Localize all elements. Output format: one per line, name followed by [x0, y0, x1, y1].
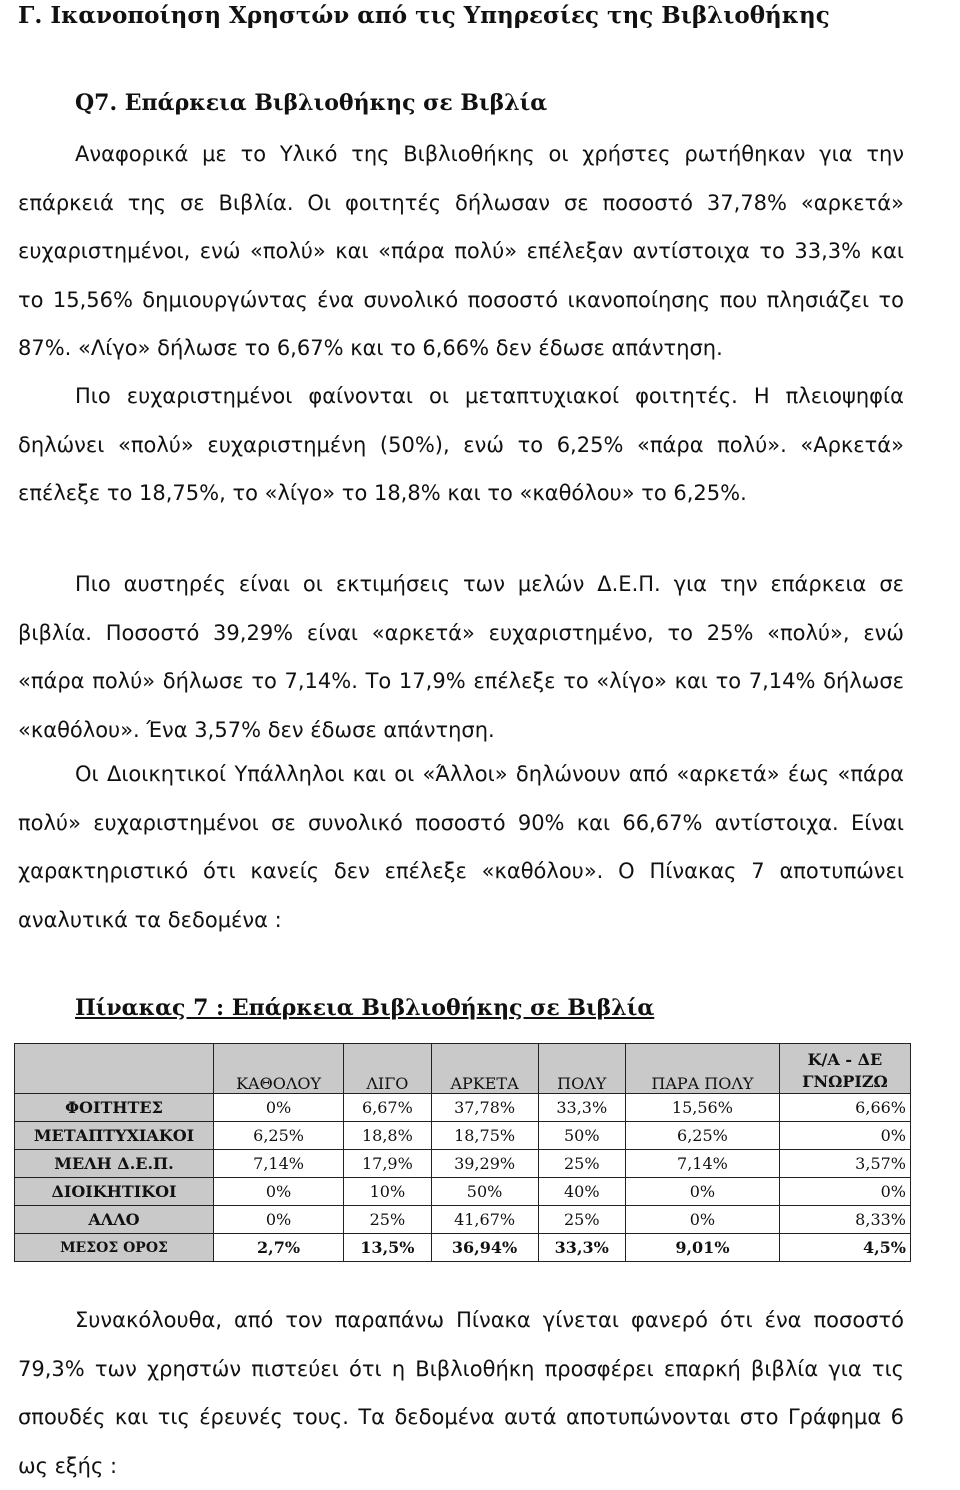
data-table: [14, 1043, 911, 1262]
row-label: ΜΕΤΑΠΤΥΧΙΑΚΟΙ: [15, 1122, 214, 1150]
column-header: ΛΙΓΟ: [344, 1044, 431, 1094]
column-header: ΚΑΘΟΛΟΥ: [214, 1044, 344, 1094]
paragraph-faculty: [18, 560, 904, 754]
table-cell: 15,56%: [626, 1094, 780, 1122]
table-cell: 7,14%: [626, 1150, 780, 1178]
column-header: ΑΡΚΕΤΑ: [431, 1044, 538, 1094]
table-cell: 36,94%: [431, 1234, 538, 1262]
table-cell: 8,33%: [779, 1206, 910, 1234]
paragraph-text: Αναφορικά με το Υλικό της Βιβλιοθήκης οι χρήστες ρωτήθηκαν για την επάρκειά της σε Βιβλία. Οι φοιτητές δήλωσαν σε ποσοστό 37,78% «αρκετά» ευχαριστημένοι, ενώ «πολύ» και «πάρα πολύ» επέλεξαν αντίστοιχα το 33,3% και το 15,56% δημιουργώντας ένα συνολικό ποσοστό ικανοποίησης που πλησιάζει το 87%. «Λίγο» δήλωσε το 6,67% και το 6,66% δεν έδωσε απάντηση.: [18, 142, 904, 360]
table-row: [15, 1122, 911, 1150]
row-label: ΔΙΟΙΚΗΤΙΚΟΙ: [15, 1178, 214, 1206]
column-header-line: Κ/Α - ΔΕ: [807, 1050, 883, 1069]
table-row: [15, 1206, 911, 1234]
table-title: Πίνακας 7 : Επάρκεια Βιβλιοθήκης σε Βιβλία: [75, 995, 655, 1021]
table-cell: 6,25%: [626, 1122, 780, 1150]
table-cell: 50%: [431, 1178, 538, 1206]
table-row: [15, 1178, 911, 1206]
table-cell: 40%: [538, 1178, 625, 1206]
paragraph-text: Οι Διοικητικοί Υπάλληλοι και οι «Άλλοι» δηλώνουν από «αρκετά» έως «πάρα πολύ» ευχαριστημένοι σε συνολικό ποσοστό 90% και 66,67% αντίστοιχα. Είναι χαρακτηριστικό ότι κανείς δεν επέλεξε «καθόλου». Ο Πίνακας 7 αποτυπώνει αναλυτικά τα δεδομένα :: [18, 762, 904, 932]
table-row: [15, 1150, 911, 1178]
section-heading: Γ. Ικανοποίηση Χρηστών από τις Υπηρεσίες της Βιβλιοθήκης: [18, 2, 830, 29]
table-cell: 39,29%: [431, 1150, 538, 1178]
table-cell: 41,67%: [431, 1206, 538, 1234]
table-cell: 17,9%: [344, 1150, 431, 1178]
table-cell: 6,66%: [779, 1094, 910, 1122]
paragraph-students: [18, 130, 904, 373]
row-label: ΦΟΙΤΗΤΕΣ: [15, 1094, 214, 1122]
table-corner-cell: [15, 1044, 214, 1094]
paragraph-postgraduates: [18, 372, 904, 518]
table-header-row: [15, 1044, 911, 1094]
table-cell: 0%: [214, 1206, 344, 1234]
table-cell: 10%: [344, 1178, 431, 1206]
table-cell: 2,7%: [214, 1234, 344, 1262]
table-cell: 33,3%: [538, 1234, 625, 1262]
table-cell: 0%: [214, 1094, 344, 1122]
question-title: Q7. Επάρκεια Βιβλιοθήκης σε Βιβλία: [75, 90, 548, 116]
table-cell: 3,57%: [779, 1150, 910, 1178]
table-cell: 37,78%: [431, 1094, 538, 1122]
row-label: ΑΛΛΟ: [15, 1206, 214, 1234]
column-header: ΠΑΡΑ ΠΟΛΥ: [626, 1044, 780, 1094]
table-cell: 25%: [344, 1206, 431, 1234]
table-cell: 0%: [626, 1206, 780, 1234]
table-cell: 33,3%: [538, 1094, 625, 1122]
paragraph-text: Συνακόλουθα, από τον παραπάνω Πίνακα γίνεται φανερό ότι ένα ποσοστό 79,3% των χρηστών πιστεύει ότι η Βιβλιοθήκη προσφέρει επαρκή βιβλία για τις σπουδές και τις έρευνές τους. Τα δεδομένα αυτά αποτυπώνονται στο Γράφημα 6 ως εξής :: [18, 1308, 904, 1478]
paragraph-administrative: [18, 750, 904, 944]
table-cell: 18,8%: [344, 1122, 431, 1150]
paragraph-text: Πιο αυστηρές είναι οι εκτιμήσεις των μελών Δ.Ε.Π. για την επάρκεια σε βιβλία. Ποσοστό 39,29% είναι «αρκετά» ευχαριστημένο, το 25% «πολύ», ενώ «πάρα πολύ» δήλωσε το 7,14%. Το 17,9% επέλεξε το «λίγο» και το 7,14% δήλωσε «καθόλου». Ένα 3,57% δεν έδωσε απάντηση.: [18, 572, 904, 742]
table-cell: 25%: [538, 1150, 625, 1178]
paragraph-conclusion: [18, 1296, 904, 1490]
column-header: ΠΟΛΥ: [538, 1044, 625, 1094]
paragraph-text: Πιο ευχαριστημένοι φαίνονται οι μεταπτυχιακοί φοιτητές. Η πλειοψηφία δηλώνει «πολύ» ευχαριστημένη (50%), ενώ το 6,25% «πάρα πολύ». «Αρκετά» επέλεξε το 18,75%, το «λίγο» το 18,8% και το «καθόλου» το 6,25%.: [18, 384, 904, 505]
column-header-no-answer: [779, 1044, 910, 1094]
table-cell: 50%: [538, 1122, 625, 1150]
row-label: ΜΕΛΗ Δ.Ε.Π.: [15, 1150, 214, 1178]
table-row: [15, 1094, 911, 1122]
table-cell: 9,01%: [626, 1234, 780, 1262]
table-cell: 4,5%: [779, 1234, 910, 1262]
table-cell: 0%: [779, 1122, 910, 1150]
table-row-mean: [15, 1234, 911, 1262]
column-header-line: ΓΝΩΡΙΖΩ: [802, 1072, 888, 1091]
table-cell: 0%: [626, 1178, 780, 1206]
table-cell: 0%: [214, 1178, 344, 1206]
table-cell: 0%: [779, 1178, 910, 1206]
table-cell: 7,14%: [214, 1150, 344, 1178]
table-cell: 13,5%: [344, 1234, 431, 1262]
table-cell: 6,67%: [344, 1094, 431, 1122]
table-cell: 6,25%: [214, 1122, 344, 1150]
table-cell: 18,75%: [431, 1122, 538, 1150]
row-label: ΜΕΣΟΣ ΟΡΟΣ: [15, 1234, 214, 1262]
table-cell: 25%: [538, 1206, 625, 1234]
